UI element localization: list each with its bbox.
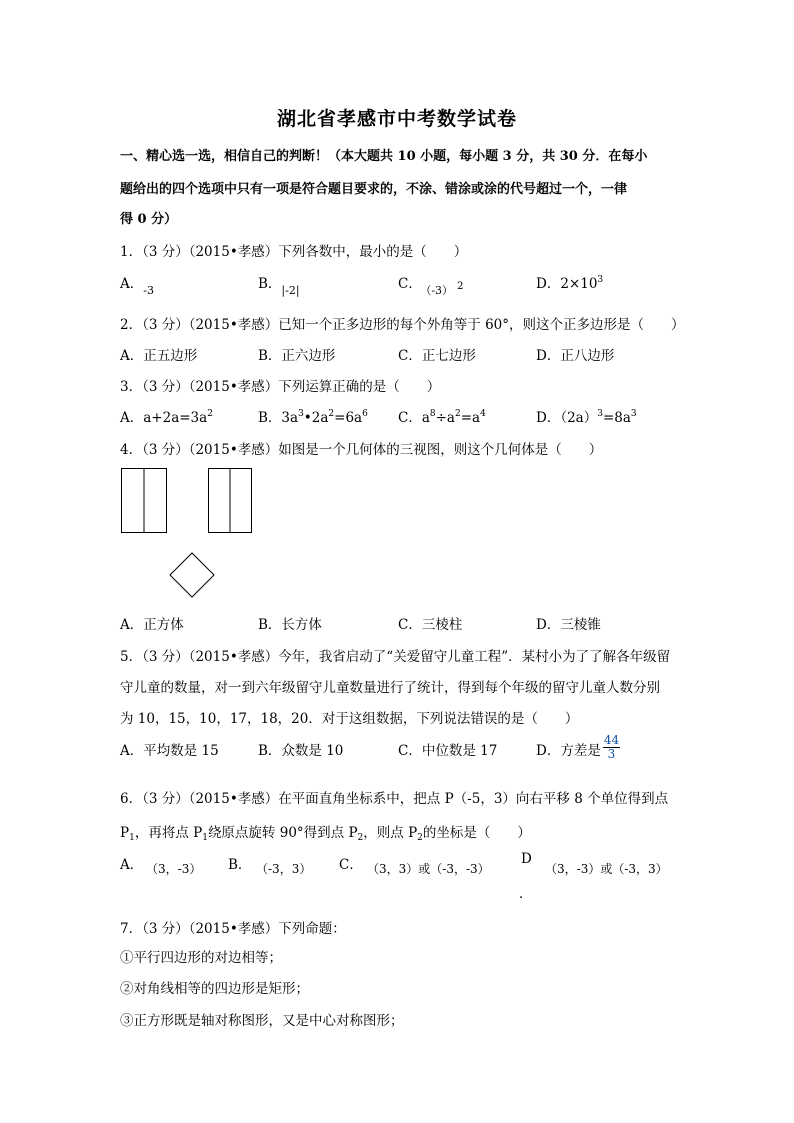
q6-text: ，则点 P — [363, 825, 418, 841]
q3-option-c-exp3: 4 — [480, 409, 486, 419]
q5-option-c: C．中位数是 17 — [398, 743, 498, 759]
top-view-square — [170, 553, 214, 597]
q1-option-a-value: -3 — [143, 284, 154, 297]
q6-line1: 6．（3 分）（2015•孝感）在平面直角坐标系中，把点 P（-5，3）向右平移 8 个单位得到点 — [120, 791, 669, 807]
q3-option-d-text1: D．（2a） — [536, 410, 598, 426]
q3-option-b — [258, 406, 368, 426]
q2-option-c: C．正七边形 — [398, 348, 476, 364]
q4-option-d: D．三棱锥 — [536, 617, 601, 633]
q2-stem: 2．（3 分）（2015•孝感）已知一个正多边形的每个外角等于 60°，则这个正多边形是（ ） — [120, 317, 685, 333]
q5-option-d — [536, 734, 620, 761]
fraction-denominator: 3 — [607, 747, 616, 761]
q3-option-b-exp3: 6 — [362, 409, 368, 419]
q6-option-c-label: C． — [339, 857, 363, 873]
q1-option-b-label: B． — [258, 276, 282, 292]
q6-option-b-label: B． — [228, 857, 252, 873]
q6-option-c-value: （3，3）或（-3，-3） — [367, 862, 490, 876]
q6-option-a-value: （3，-3） — [146, 862, 202, 876]
q2-option-d: D．正八边形 — [536, 348, 615, 364]
q4-stem: 4．（3 分）（2015•孝感）如图是一个几何体的三视图，则这个几何体是（ ） — [120, 442, 603, 458]
q3-option-d — [536, 406, 637, 426]
q5-option-d-fraction — [603, 734, 620, 761]
q5-line1: 5．（3 分）（2015•孝感）今年，我省启动了“关爱留守儿童工程”．某村小为了了解各年级留 — [120, 649, 671, 665]
q1-option-c-exp: 2 — [457, 281, 464, 292]
q6-text: ，再将点 P — [134, 825, 203, 841]
q1-stem: 1．（3 分）（2015•孝感）下列各数中，最小的是（ ） — [120, 244, 468, 260]
section1-instruction-line3: 得 0 分） — [120, 212, 178, 227]
q6-subscript: 2 — [357, 833, 364, 843]
q6-option-d-label: D — [521, 851, 532, 867]
q1-option-b-value: |-2| — [281, 284, 300, 297]
q3-option-c — [398, 406, 486, 426]
front-view-rectangle — [122, 469, 167, 533]
q1-option-c-base: （-3） — [425, 284, 454, 297]
q3-option-a — [120, 406, 213, 426]
q5-option-b: B．众数是 10 — [258, 743, 344, 759]
q5-option-d-text: D．方差是 — [536, 743, 601, 759]
q7-proposition-1: ①平行四边形的对边相等； — [120, 950, 282, 966]
q1-option-d-label: D． — [536, 276, 561, 292]
q6-subscript: 1 — [202, 833, 208, 843]
q3-option-b-text1: B．3a — [258, 410, 299, 426]
q3-option-c-text2: ÷a — [435, 410, 455, 426]
q6-text-p: P — [120, 825, 130, 841]
q3-option-b-exp1: 3 — [298, 409, 304, 419]
q6-option-b-value: （-3，3） — [256, 862, 312, 876]
q6-option-d-value: （3，-3）或（-3，3） — [545, 862, 668, 876]
page-title: 湖北省孝感市中考数学试卷 — [276, 108, 517, 130]
q3-option-a-text: A．a+2a=3a — [120, 410, 208, 426]
q2-option-b: B．正六边形 — [258, 348, 336, 364]
q3-stem: 3．（3 分）（2015•孝感）下列运算正确的是（ ） — [120, 379, 441, 395]
q4-option-c: C．三棱柱 — [398, 617, 463, 633]
q3-option-d-exp2: 3 — [630, 409, 637, 419]
q4-option-a: A．正方体 — [120, 617, 184, 633]
q3-option-b-text2: •2a — [303, 410, 329, 426]
section1-instruction-line2: 题给出的四个选项中只有一项是符合题目要求的，不涂、错涂或涂的代号超过一个，一律 — [120, 182, 628, 197]
side-view-rectangle — [209, 469, 252, 533]
q5-option-a: A．平均数是 15 — [120, 743, 219, 759]
q3-option-b-exp2: 2 — [328, 409, 335, 419]
q3-option-d-text2: =8a — [602, 410, 631, 426]
q7-proposition-3: ③正方形既是轴对称图形，又是中心对称图形； — [120, 1013, 404, 1029]
q1-option-d-base: 2×10 — [560, 276, 598, 292]
q2-option-a: A．正五边形 — [120, 348, 198, 364]
q6-option-a-label: A． — [120, 857, 144, 873]
q5-line2: 守儿童的数量，对一到六年级留守儿童数量进行了统计，得到每个年级的留守儿童人数分别 — [120, 680, 660, 696]
q7-proposition-2: ②对角线相等的四边形是矩形； — [120, 981, 309, 997]
q1-option-a — [120, 272, 154, 297]
q3-option-c-exp1: 8 — [429, 409, 436, 419]
q1-option-d-exp: 3 — [597, 275, 604, 285]
q6-line2 — [120, 821, 531, 841]
q6-text: 绕原点旋转 90°得到点 P — [207, 825, 358, 841]
q4-option-b: B．长方体 — [258, 617, 322, 633]
q3-option-c-text3: =a — [460, 410, 481, 426]
q6-option-d-dot: ． — [519, 886, 533, 902]
q3-option-a-exp: 2 — [207, 409, 213, 419]
q1-option-a-label: A． — [120, 276, 144, 292]
q3-option-c-exp2: 2 — [455, 409, 461, 419]
q7-stem: 7．（3 分）（2015•孝感）下列命题： — [120, 921, 346, 937]
q1-option-c-label: C． — [398, 276, 422, 292]
q1-option-d — [536, 272, 603, 292]
q6-subscript: 1 — [129, 833, 135, 843]
q5-line3: 为 10，15，10，17，18，20．对于这组数据，下列说法错误的是（ ） — [120, 711, 579, 727]
q6-text: 的坐标是（ ） — [422, 825, 531, 841]
section1-instruction-line1: 一、精心选一选，相信自己的判断！（本大题共 10 小题，每小题 3 分，共 30 分．在每小 — [120, 149, 648, 164]
q1-option-b — [258, 272, 300, 297]
q3-option-b-text3: =6a — [334, 410, 363, 426]
fraction-numerator: 44 — [603, 733, 620, 747]
q3-option-c-text1: C．a — [398, 410, 430, 426]
q3-option-d-exp1: 3 — [597, 409, 603, 419]
q1-option-c — [398, 272, 464, 297]
q6-subscript: 2 — [417, 833, 423, 843]
